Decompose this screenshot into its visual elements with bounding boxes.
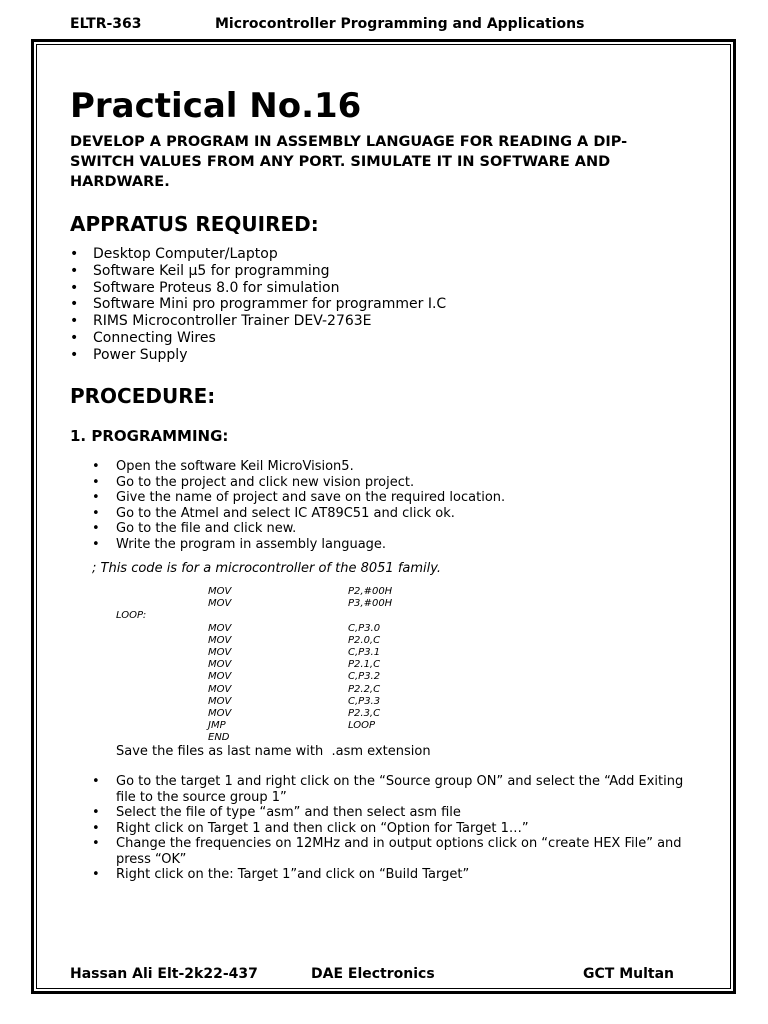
code-arg: P2.2,C [348,683,381,695]
procedure-step: • Change the frequencies on 12MHz and in output options click on “create HEX File” and press “OK” [92,836,692,867]
code-op: MOV [208,646,232,658]
course-title: Microcontroller Programming and Applications [215,16,585,32]
procedure-step: • Open the software Keil MicroVision5. [92,459,692,475]
code-arg: P2.3,C [348,707,381,719]
apparatus-item: • Connecting Wires [70,330,446,347]
procedure-step: • Right click on Target 1 and then click on “Option for Target 1…” [92,821,692,837]
apparatus-item: • Software Proteus 8.0 for simulation [70,280,446,297]
apparatus-item: • Software Keil μ5 for programming [70,263,446,280]
code-arg: P2.1,C [348,659,381,671]
procedure-step: • Give the name of project and save on the required location. [92,490,692,506]
code-arg: C,P3.3 [348,695,381,707]
code-op: END [208,732,230,744]
code-op: MOV [208,707,232,719]
apparatus-item: • Software Mini pro programmer for programmer I.C [70,296,446,313]
procedure-steps-after [92,774,692,883]
procedure-step: • Go to the project and click new vision project. [92,475,692,491]
code-op: MOV [208,598,232,610]
apparatus-list [70,246,446,364]
footer-institute: GCT Multan [583,966,674,982]
save-note: Save the files as last name with .asm extension [116,744,431,759]
code-op: MOV [208,622,232,634]
procedure-step: • Write the program in assembly language. [92,537,692,553]
code-label: LOOP: [116,610,147,622]
procedure-step: • Go to the Atmel and select IC AT89C51 and click ok. [92,506,692,522]
code-op: MOV [208,659,232,671]
code-op: MOV [208,683,232,695]
code-arg: P2,#00H [348,586,393,597]
code-arg: C,P3.0 [348,622,381,634]
footer-program: DAE Electronics [311,966,435,982]
code-op: JMP [208,720,226,732]
programming-subheading: 1. PROGRAMMING: [70,427,229,445]
course-code: ELTR-363 [70,16,142,32]
code-op: MOV [208,695,232,707]
procedure-step: • Select the file of type “asm” and then select asm file [92,805,692,821]
code-arg: C,P3.1 [348,646,381,658]
code-arg: C,P3.2 [348,671,381,683]
apparatus-heading: APPRATUS REQUIRED: [70,212,319,236]
code-op: MOV [208,634,232,646]
procedure-step: • Go to the file and click new. [92,521,692,537]
procedure-heading: PROCEDURE: [70,384,216,408]
code-arg: LOOP [348,720,376,732]
procedure-step: • Right click on the: Target 1”and click on “Build Target” [92,867,692,883]
procedure-steps [92,459,692,552]
code-op: MOV [208,671,232,683]
apparatus-item: • RIMS Microcontroller Trainer DEV-2763E [70,313,446,330]
code-arg: P2.0,C [348,634,381,646]
code-arg: P3,#00H [348,598,393,610]
apparatus-item: • Power Supply [70,347,446,364]
footer-author: Hassan Ali Elt-2k22-437 [70,966,258,982]
code-op: MOV [208,586,232,597]
practical-objective: DEVELOP A PROGRAM IN ASSEMBLY LANGUAGE FOR READING A DIP-SWITCH VALUES FROM ANY PORT. SIMULATE IT IN SOFTWARE AND HARDWARE. [70,134,628,190]
procedure-step: • Go to the target 1 and right click on the “Source group ON” and select the “Add Exiting file to the source group 1” [92,774,692,805]
code-comment: ; This code is for a microcontroller of the 8051 family. [92,561,442,576]
practical-title: Practical No.16 [70,86,362,126]
apparatus-item: • Desktop Computer/Laptop [70,246,446,263]
